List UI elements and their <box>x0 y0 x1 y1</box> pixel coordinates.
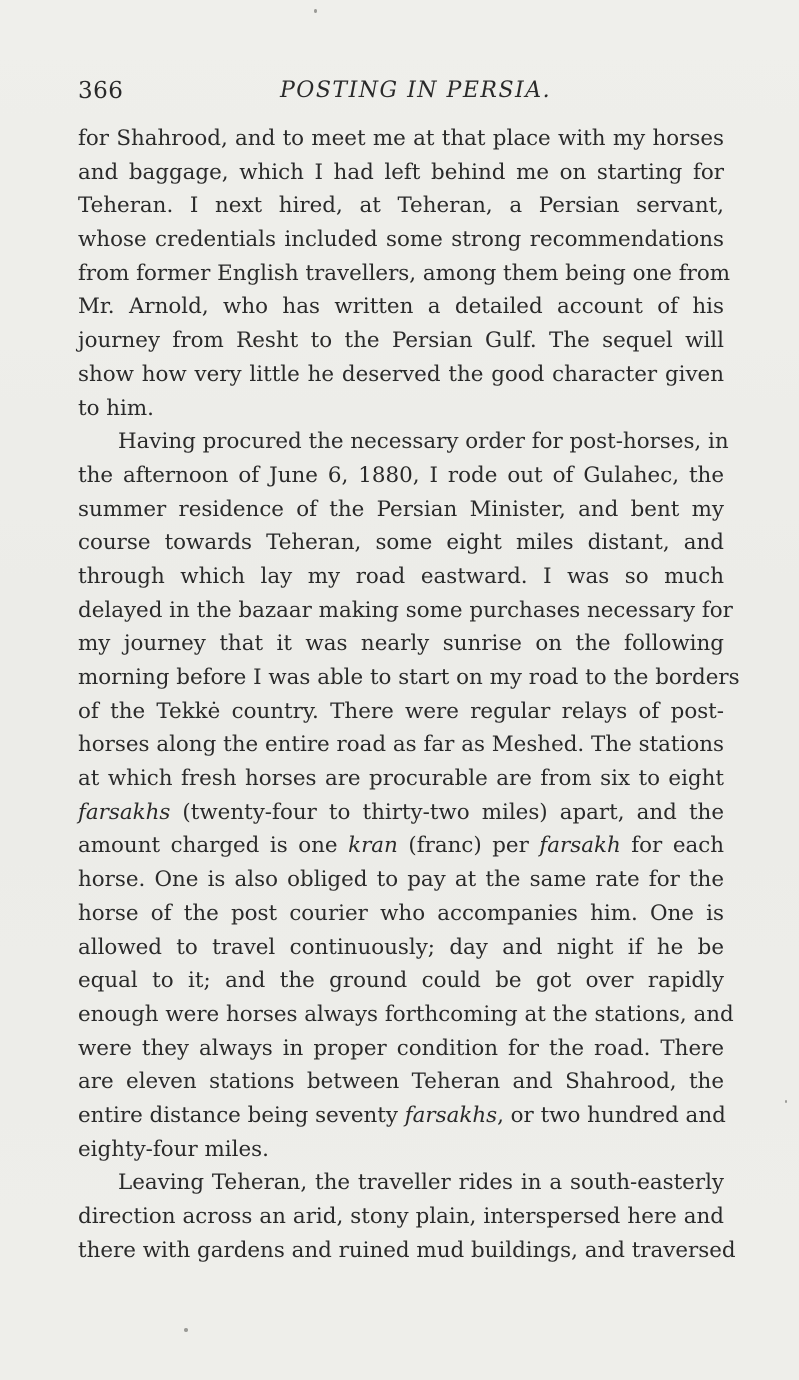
italic-term: farsakhs <box>404 1102 498 1128</box>
text-line: morning before I was able to start on my road to the borders <box>78 665 740 690</box>
text-run: entire distance being seventy <box>78 1102 405 1128</box>
text-line: enough were horses always forthcoming at the stations, and <box>78 1001 734 1027</box>
text-line: through which lay my road eastward. I was so much <box>78 563 724 589</box>
text-run: (twenty-four to thirty-two miles) apart, and the <box>170 799 724 825</box>
text-line: the afternoon of June 6, 1880, I rode out of Gulahec, the <box>78 462 724 488</box>
paper-speck <box>184 1328 188 1332</box>
text-line: at which fresh horses are procurable are from six to eight <box>78 766 724 792</box>
text-line <box>78 1099 724 1133</box>
text-line: Teheran. I next hired, at Teheran, a Persian servant, <box>78 193 724 219</box>
page-number: 366 <box>78 78 124 104</box>
text-run: (franc) per <box>397 833 540 859</box>
text-run: , or two hundred and <box>497 1102 726 1128</box>
text-line: journey from Resht to the Persian Gulf. The sequel will <box>78 328 724 354</box>
text-line: there with gardens and ruined mud buildings, and traversed <box>78 1237 736 1263</box>
running-title: POSTING IN PERSIA. <box>280 78 552 103</box>
text-line: Mr. Arnold, who has written a detailed account of his <box>78 294 724 320</box>
paper-speck <box>785 1100 787 1103</box>
text-line: horse of the post courier who accompanies him. One is <box>78 900 724 926</box>
text-line: delayed in the bazaar making some purchases necessary for <box>78 597 733 623</box>
text-line: are eleven stations between Teheran and Shahrood, the <box>78 1069 724 1095</box>
text-line: Having procured the necessary order for post-horses, in <box>118 429 729 455</box>
text-line: summer residence of the Persian Minister, and bent my <box>78 496 724 522</box>
text-line: to him. <box>78 395 154 421</box>
text-line: equal to it; and the ground could be got over rapidly <box>78 968 724 994</box>
text-line: of the Tekkė country. There were regular relays of post- <box>78 698 724 724</box>
text-line: for Shahrood, and to meet me at that place with my horses <box>78 126 724 151</box>
paper-speck <box>314 9 317 13</box>
text-line: horses along the entire road as far as Meshed. The stations <box>78 732 724 758</box>
text-line: eighty-four miles. <box>78 1136 269 1162</box>
text-line: direction across an arid, stony plain, interspersed here and <box>78 1204 724 1229</box>
text-line: and baggage, which I had left behind me on starting for <box>78 159 724 185</box>
text-line: whose credentials included some strong recommendations <box>78 227 724 253</box>
text-line: from former English travellers, among them being one from <box>78 260 731 286</box>
text-line: my journey that it was nearly sunrise on the following <box>78 631 724 657</box>
text-run: for each <box>620 833 724 859</box>
page-header <box>78 78 728 108</box>
text-line: were they always in proper condition for the road. There <box>78 1035 724 1061</box>
text-line <box>78 829 724 863</box>
text-line: show how very little he deserved the good character given <box>78 361 724 387</box>
body-text <box>78 122 740 1267</box>
text-line: Leaving Teheran, the traveller rides in a south-easterly <box>118 1170 724 1196</box>
text-run: amount charged is one <box>78 833 349 859</box>
text-line: course towards Teheran, some eight miles distant, and <box>78 530 724 556</box>
italic-term: farsakh <box>539 833 621 859</box>
text-line: horse. One is also obliged to pay at the same rate for the <box>78 867 724 893</box>
italic-term: farsakhs <box>78 799 171 825</box>
italic-term: kran <box>348 833 398 859</box>
text-line <box>78 796 724 830</box>
text-line: allowed to travel continuously; day and night if he be <box>78 934 724 960</box>
